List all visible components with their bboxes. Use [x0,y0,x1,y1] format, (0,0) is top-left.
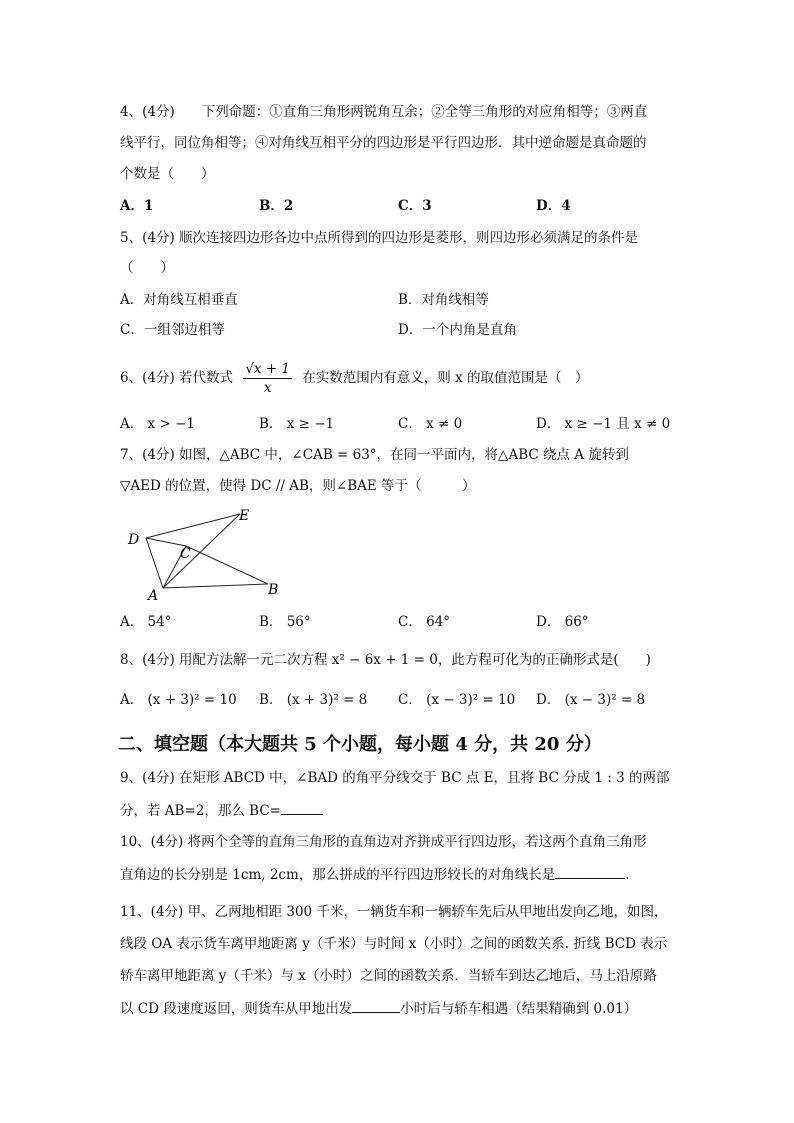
q5-line-2: （ ） [120,260,174,276]
q8-option-a: A． (x + 3)² = 10 [120,692,237,708]
q6-fraction [243,360,292,397]
q7-label-c: C [180,546,191,562]
q7-line-2: ▽AED 的位置，使得 DC // AB，则∠BAE 等于（ ） [120,478,476,494]
q5-line-1: 5、(4分) 顺次连接四边形各边中点所得到的四边形是菱形，则四边形必须满足的条件是 [120,230,639,246]
q6-fraction-numerator: √x + 1 [245,361,291,377]
q5-option-a: A．对角线互相垂直 [120,292,238,308]
q7-segment-de [146,514,240,538]
q11-line-2: 线段 OA 表示货车离甲地距离 y（千米）与时间 x（小时）之间的函数关系. 折线 BCD 表示 [120,936,668,952]
q7-option-b: B． 56° [259,614,311,630]
q7-label-a: A [148,588,159,604]
q10-line-2-end: ． [625,867,639,883]
q11-line-4-a: 以 CD 段速度返回，则货车从甲地出发 [120,1001,353,1017]
q10-line-1: 10、(4分) 将两个全等的直角三角形的直角边对齐拼成平行四边形，若这两个直角三角形 [120,834,647,850]
q8-option-c: C． (x − 3)² = 10 [398,692,516,708]
q7-label-b: B [268,582,279,598]
q7-label-d: D [128,532,140,548]
q7-segment-ae [163,514,240,588]
q8-option-d: D． (x − 3)² = 8 [536,692,646,708]
q11-line-4 [120,998,637,1019]
q4-option-b: B．2 [259,198,294,214]
q6-suffix: 在实数范围内有意义，则 x 的取值范围是（ ） [302,370,589,386]
q4-option-a: A．1 [120,198,154,214]
q6-option-d: D． x ≥ −1 且 x ≠ 0 [536,416,671,432]
q11-line-3: 轿车离甲地距离 y（千米）与 x（小时）之间的函数关系．当轿车到达乙地后，马上沿原路 [120,968,657,984]
q4-line-2: 线平行，同位角相等；④对角线互相平分的四边形是平行四边形．其中逆命题是真命题的 [120,135,647,151]
q6-prefix: 6、(4分) 若代数式 [120,370,234,386]
q8-line-1: 8、(4分) 用配方法解一元二次方程 x² − 6x + 1 = 0，此方程可化为的正确形式是( ) [120,652,651,668]
q10-line-2 [120,864,639,885]
q11-answer-blank[interactable] [352,998,400,1013]
q4-option-c: C．3 [398,198,432,214]
q7-line-1: 7、(4分) 如图，△ABC 中，∠CAB = 63°，在同一平面内，将△ABC 绕点 A 旋转到 [120,447,629,463]
q7-figure [118,500,298,610]
q7-segment-dc [146,538,186,546]
q7-segment-ab [163,584,268,588]
q6-line [120,358,589,398]
q4-line-1: 4、(4分) 下列命题：①直角三角形两锐角互余；②全等三角形的对应角相等；③两直 [120,104,648,120]
q6-option-a: A． x > −1 [120,416,195,432]
q7-label-e: E [239,508,250,524]
q9-answer-blank[interactable] [281,800,323,815]
section-2-title: 二、填空题（本大题共 5 个小题，每小题 4 分，共 20 分） [118,734,602,755]
q7-segment-cb [186,546,268,584]
q11-line-1: 11、(4分) 甲、乙两地相距 300 千米，一辆货车和一辆轿车先后从甲地出发向乙地，如图， [120,904,668,920]
q10-answer-blank[interactable] [555,864,625,879]
q7-option-c: C． 64° [398,614,451,630]
q4-line-3: 个数是（ ） [120,166,215,182]
q6-option-b: B． x ≥ −1 [259,416,335,432]
q7-option-d: D． 66° [536,614,589,630]
q10-line-2-text: 直角边的长分别是 1cm, 2cm，那么拼成的平行四边形较长的对角线长是 [120,867,556,883]
q5-option-d: D．一个内角是直角 [398,322,517,338]
q8-option-b: B． (x + 3)² = 8 [259,692,368,708]
q6-option-c: C． x ≠ 0 [398,416,463,432]
q4-option-d: D．4 [536,198,571,214]
q5-option-b: B．对角线相等 [398,292,489,308]
q9-line-2 [120,800,323,821]
q11-line-4-b: 小时后与轿车相遇（结果精确到 0.01） [400,1001,638,1017]
q7-option-a: A． 54° [120,614,172,630]
q6-fraction-denominator: x [263,380,272,396]
q5-option-c: C．一组邻边相等 [120,322,225,338]
q9-line-1: 9、(4分) 在矩形 ABCD 中，∠BAD 的角平分线交于 BC 点 E，且将 BC 分成 1 : 3 的两部 [120,770,670,786]
q7-segment-ad [146,538,163,588]
q9-line-2-text: 分，若 AB=2，那么 BC= [120,803,281,819]
